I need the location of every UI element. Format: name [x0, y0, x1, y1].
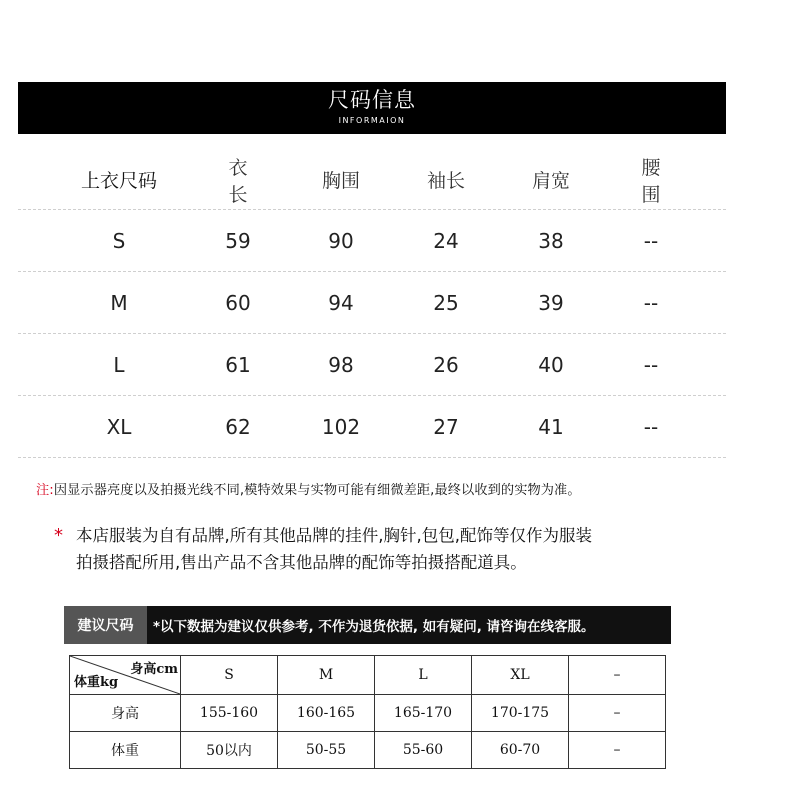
table-cell: 102: [321, 414, 361, 439]
header-cell: 袖长: [426, 170, 465, 192]
row-label: 体重: [70, 732, 181, 769]
table-cell: –: [569, 695, 666, 732]
corner-cell: [70, 656, 181, 695]
header-cell: 上衣尺码: [80, 170, 157, 192]
recommend-bar: [64, 606, 671, 644]
size-label: S: [112, 228, 126, 253]
column-header: S: [181, 656, 278, 695]
table-cell: 41: [538, 414, 564, 439]
table-cell: 90: [328, 228, 354, 253]
table-cell: 98: [328, 352, 354, 377]
corner-top-label: 身高cm: [130, 662, 178, 677]
table-cell: 50以内: [181, 732, 278, 769]
table-cell: --: [643, 228, 659, 253]
size-label: XL: [106, 414, 132, 439]
table-cell: 38: [538, 228, 564, 253]
table-cell: 55-60: [375, 732, 472, 769]
banner-title: 尺码信息: [328, 88, 416, 112]
notice-line-1: 本店服装为自有品牌,所有其他品牌的挂件,胸针,包包,配饰等仅作为服装: [76, 526, 592, 545]
notice-line-2: 拍摄搭配所用,售出产品不含其他品牌的配饰等拍摄搭配道具。: [76, 553, 527, 572]
size-label: L: [113, 352, 125, 377]
recommend-label: 建议尺码: [64, 606, 147, 644]
table-cell: 94: [328, 290, 354, 315]
header-cell: 衣长: [228, 156, 248, 206]
table-cell: 60-70: [472, 732, 569, 769]
corner-bottom-label: 体重kg: [74, 675, 119, 690]
asterisk-icon: *: [54, 525, 63, 546]
table-cell: 40: [538, 352, 564, 377]
size-table-header: [18, 150, 726, 210]
table-row: [18, 334, 726, 396]
table-cell: 60: [225, 290, 251, 315]
table-cell: 160-165: [278, 695, 375, 732]
recommend-table: [69, 655, 666, 769]
column-header: L: [375, 656, 472, 695]
table-row: [70, 695, 666, 732]
table-row: [18, 396, 726, 458]
column-header: XL: [472, 656, 569, 695]
size-label: M: [110, 290, 128, 315]
table-cell: 50-55: [278, 732, 375, 769]
table-cell: –: [569, 732, 666, 769]
column-header: –: [569, 656, 666, 695]
banner-subtitle: INFORMAION: [338, 116, 406, 125]
header-cell: 胸围: [321, 170, 360, 192]
disclaimer-note: [36, 479, 581, 498]
row-label: 身高: [70, 695, 181, 732]
table-cell: 165-170: [375, 695, 472, 732]
table-row: [18, 210, 726, 272]
info-banner: [18, 82, 726, 134]
recommend-header-row: [70, 656, 666, 695]
note-prefix: 注:: [36, 483, 54, 498]
table-cell: 39: [538, 290, 564, 315]
table-cell: 59: [225, 228, 251, 253]
table-cell: 27: [433, 414, 459, 439]
table-cell: 170-175: [472, 695, 569, 732]
table-cell: 25: [433, 290, 459, 315]
table-cell: 24: [433, 228, 459, 253]
table-cell: 155-160: [181, 695, 278, 732]
header-cell: 肩宽: [531, 170, 570, 192]
header-cell: 腰围: [641, 156, 661, 206]
table-cell: --: [643, 414, 659, 439]
table-cell: 26: [433, 352, 459, 377]
table-row: [18, 272, 726, 334]
size-table: [18, 150, 726, 458]
table-cell: --: [643, 352, 659, 377]
table-cell: 62: [225, 414, 251, 439]
table-cell: 61: [225, 352, 251, 377]
table-row: [70, 732, 666, 769]
recommend-message: *以下数据为建议仅供参考, 不作为退货依据, 如有疑问, 请咨询在线客服。: [147, 606, 671, 644]
note-text: 因显示器亮度以及拍摄光线不同,模特效果与实物可能有细微差距,最终以收到的实物为准。: [53, 483, 581, 498]
column-header: M: [278, 656, 375, 695]
table-cell: --: [643, 290, 659, 315]
